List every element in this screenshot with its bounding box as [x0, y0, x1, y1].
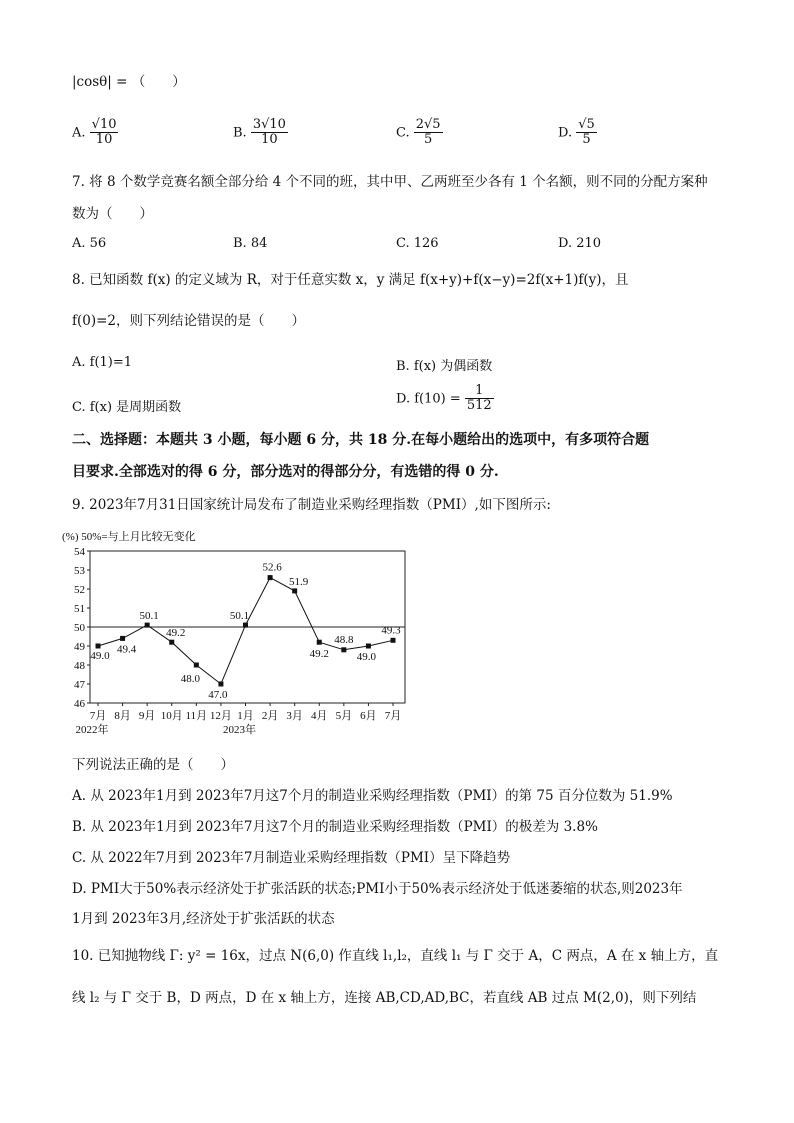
- x-tick-label: 3月: [286, 710, 303, 722]
- q8-option-a[interactable]: A. f(1)=1: [72, 355, 133, 370]
- q8-option-d[interactable]: [396, 384, 494, 414]
- x-tick-label: 11月: [185, 710, 208, 722]
- q7-line1: 7. 将 8 个数学竞赛名额全部分给 4 个不同的班，其中甲、乙两班至少各有 1 个名额，则不同的分配方案种: [72, 174, 708, 190]
- y-tick-label: 46: [74, 698, 85, 710]
- y-tick-label: 53: [74, 565, 85, 577]
- q6-option-label: B.: [233, 125, 251, 141]
- q6-option-numerator: √5: [578, 117, 595, 132]
- y-tick-label: 47: [74, 679, 85, 691]
- y-tick-label: 48: [74, 660, 85, 672]
- q7-line2: 数为（ ）: [72, 206, 153, 222]
- q8-option-d-label: D. f(10) =: [396, 391, 461, 407]
- pmi-series-line: [98, 575, 393, 684]
- y-tick-label: 54: [74, 546, 85, 558]
- data-point-marker: [120, 636, 125, 641]
- q8-option-c[interactable]: C. f(x) 是周期函数: [72, 400, 182, 415]
- q9-option-b[interactable]: B. 从 2023年1月到 2023年7月这7个月的制造业采购经理指数（PMI）的极差为 3.8%: [72, 819, 598, 835]
- q9-after-chart: 下列说法正确的是（ ）: [72, 757, 234, 773]
- q9-option-d-line2: 1月到 2023年3月,经济处于扩张活跃的状态: [72, 911, 335, 927]
- data-point-marker: [218, 682, 223, 687]
- q6-option-fraction: [576, 118, 597, 148]
- x-tick-label: 5月: [335, 710, 353, 722]
- q8-option-d-denominator: 512: [466, 398, 492, 414]
- data-label: 50.1: [229, 610, 250, 623]
- q8-option-d-fraction: [465, 384, 494, 414]
- q8-line1: 8. 已知函数 f(x) 的定义域为 R，对于任意实数 x，y 满足 f(x+y)+f(x−y)=2f(x+1)f(y)，且: [72, 272, 629, 288]
- x-tick-label: 2月: [261, 710, 279, 722]
- data-label: 49.4: [116, 643, 137, 656]
- data-label: 50.1: [139, 610, 159, 623]
- data-label: 49.0: [356, 651, 377, 663]
- q6-option-a[interactable]: [72, 118, 118, 148]
- q6-option-denominator: 10: [261, 132, 278, 148]
- q6-option-numerator: 2√5: [415, 117, 441, 132]
- q6-option-numerator: √10: [91, 117, 117, 132]
- data-point-marker: [145, 623, 150, 628]
- chart-title: (%) 50%=与上月比较无变化: [62, 531, 196, 543]
- section2-line2: 目要求.全部选对的得 6 分，部分选对的得部分分，有选错的得 0 分.: [72, 464, 499, 480]
- data-point-marker: [268, 575, 273, 580]
- q6-option-fraction: [90, 118, 119, 148]
- data-label: 52.6: [262, 561, 282, 574]
- q9-option-d-line1[interactable]: D. PMI大于50%表示经济处于扩张活跃的状态;PMI小于50%表示经济处于低迷萎缩的状态,则2023年: [72, 881, 683, 897]
- x-tick-label: 7月: [89, 710, 107, 722]
- q6-option-fraction: [414, 118, 443, 148]
- x-tick-label: 1月: [237, 710, 254, 722]
- q7-option-c[interactable]: C. 126: [396, 236, 439, 251]
- q6-option-label: D.: [558, 125, 577, 141]
- q6-option-label: C.: [396, 125, 414, 141]
- q8-option-b[interactable]: B. f(x) 为偶函数: [396, 359, 493, 374]
- q8-line2: f(0)=2，则下列结论错误的是（ ）: [72, 313, 306, 329]
- x-tick-label: 9月: [138, 710, 156, 722]
- section2-line1: 二、选择题：本题共 3 小题，每小题 6 分，共 18 分.在每小题给出的选项中，有多项符合题: [72, 432, 650, 448]
- data-point-marker: [366, 644, 371, 649]
- x-tick-label: 6月: [360, 710, 377, 722]
- q6-option-label: A.: [72, 125, 90, 141]
- x-tick-label: 4月: [311, 710, 328, 722]
- q6-option-denominator: 5: [582, 132, 591, 148]
- q6-option-d[interactable]: [558, 118, 597, 148]
- x-tick-label: 7月: [384, 710, 402, 722]
- data-point-marker: [96, 644, 101, 649]
- pmi-chart: [60, 528, 420, 743]
- year-label: 2023年: [223, 724, 256, 736]
- x-tick-label: 10月: [160, 710, 183, 722]
- data-label: 48.0: [180, 673, 200, 685]
- q6-option-denominator: 10: [95, 132, 113, 148]
- q10-line1: 10. 已知抛物线 Γ: y² = 16x，过点 N(6,0) 作直线 l₁,l₂，直线 l₁ 与 Γ 交于 A，C 两点，A 在 x 轴上方，直: [72, 948, 719, 964]
- q6-option-numerator: 3√10: [252, 117, 286, 132]
- data-label: 49.2: [166, 627, 186, 640]
- data-point-marker: [243, 623, 248, 628]
- data-label: 49.2: [309, 648, 329, 661]
- data-label: 47.0: [208, 689, 228, 701]
- data-label: 51.9: [289, 575, 309, 588]
- y-tick-label: 51: [74, 603, 85, 615]
- data-point-marker: [341, 647, 346, 652]
- q6-option-b[interactable]: [233, 118, 288, 148]
- x-tick-label: 12月: [209, 710, 232, 722]
- y-tick-label: 50: [74, 622, 85, 634]
- q7-option-a[interactable]: A. 56: [72, 236, 107, 251]
- y-tick-label: 52: [74, 584, 85, 596]
- data-label: 49.0: [90, 650, 110, 662]
- q7-option-d[interactable]: D. 210: [558, 236, 602, 251]
- data-point-marker: [194, 663, 199, 668]
- q9-stem: 9. 2023年7月31日国家统计局发布了制造业采购经理指数（PMI）,如下图所示:: [72, 497, 551, 513]
- data-point-marker: [317, 640, 322, 645]
- pmi-chart-svg: [60, 528, 420, 743]
- q6-option-denominator: 5: [424, 132, 433, 148]
- data-label: 48.8: [334, 633, 354, 646]
- q7-option-b[interactable]: B. 84: [233, 236, 268, 251]
- q6-option-fraction: [251, 118, 288, 148]
- q8-option-d-numerator: 1: [465, 384, 494, 399]
- q10-line2: 线 l₂ 与 Γ 交于 B，D 两点，D 在 x 轴上方，连接 AB,CD,AD,BC，若直线 AB 过点 M(2,0)，则下列结: [72, 990, 697, 1006]
- data-label: 49.3: [381, 624, 401, 637]
- q6-option-c[interactable]: [396, 118, 443, 148]
- data-point-marker: [169, 640, 174, 645]
- data-point-marker: [292, 588, 297, 593]
- data-point-marker: [391, 638, 396, 643]
- q9-option-a[interactable]: A. 从 2023年1月到 2023年7月这7个月的制造业采购经理指数（PMI）的第 75 百分位数为 51.9%: [72, 788, 673, 804]
- q6-stem-tail: |cosθ| = （ ）: [72, 74, 186, 90]
- q9-option-c[interactable]: C. 从 2022年7月到 2023年7月制造业采购经理指数（PMI）呈下降趋势: [72, 850, 511, 866]
- y-tick-label: 49: [74, 641, 85, 653]
- x-tick-label: 8月: [114, 710, 131, 722]
- year-label: 2022年: [75, 724, 109, 736]
